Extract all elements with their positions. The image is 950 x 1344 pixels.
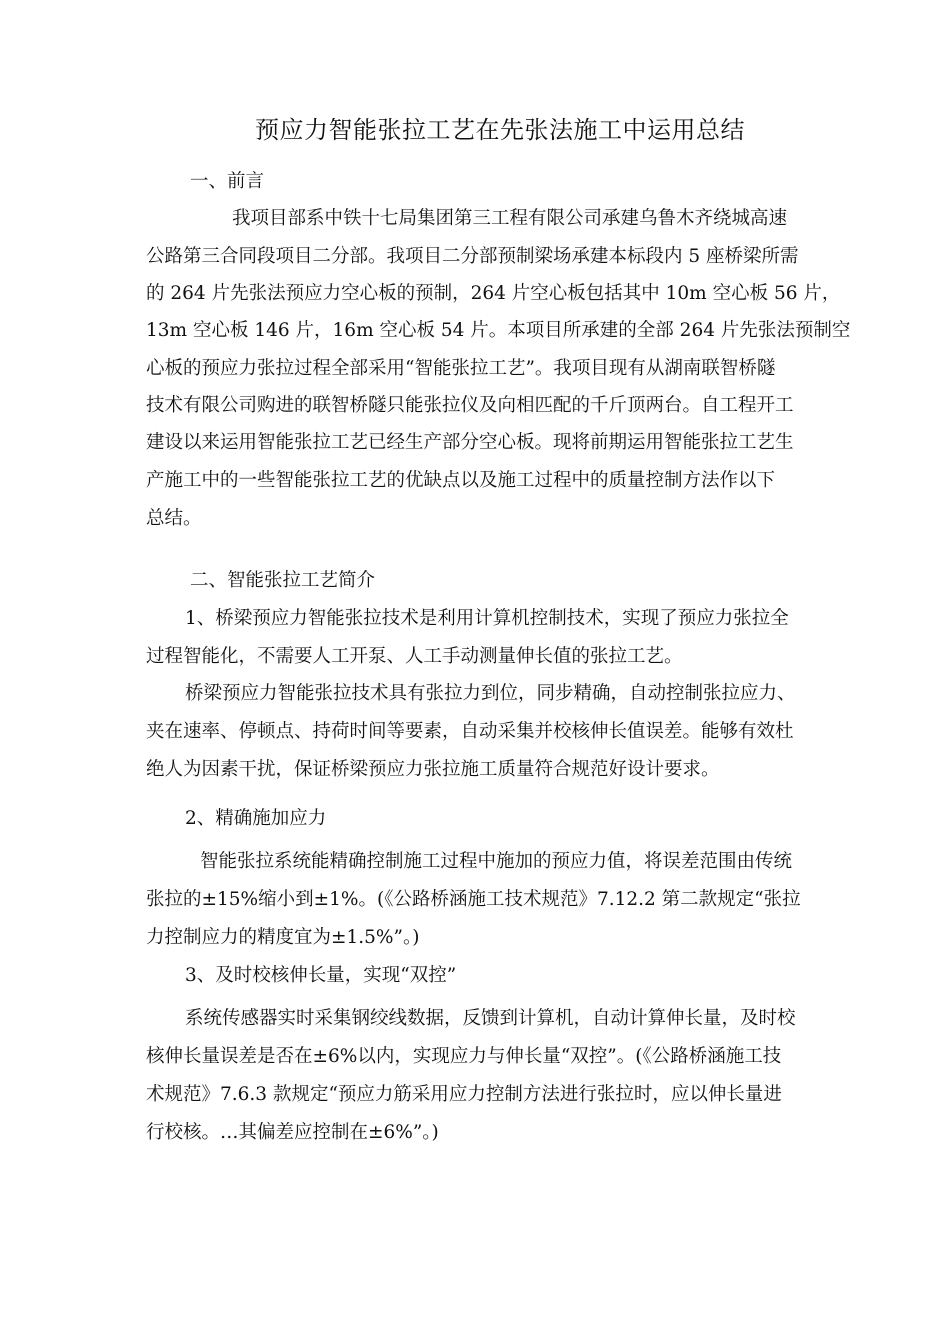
subsection-heading: 3、及时校核伸长量，实现“双控” — [185, 965, 457, 986]
paragraph-line: 绝人为因素干扰，保证桥梁预应力张拉施工质量符合规范好设计要求。 — [146, 759, 720, 780]
paragraph-line: 产施工中的一些智能张拉工艺的优缺点以及施工过程中的质量控制方法作以下 — [146, 470, 776, 491]
paragraph-line: 夹在速率、停顿点、持荷时间等要素，自动采集并校核伸长值误差。能够有效杜 — [146, 721, 794, 742]
paragraph-line: 建设以来运用智能张拉工艺已经生产部分空心板。现将前期运用智能张拉工艺生 — [146, 432, 794, 453]
paragraph-line: 桥梁预应力智能张拉技术具有张拉力到位，同步精确，自动控制张拉应力、 — [185, 683, 796, 704]
paragraph-line: 心板的预应力张拉过程全部采用“智能张拉工艺”。我项目现有从湖南联智桥隧 — [146, 358, 776, 379]
paragraph-line: 总结。 — [146, 508, 202, 529]
section-heading-preface: 一、前言 — [190, 171, 265, 192]
paragraph-line: 13m 空心板 146 片，16m 空心板 54 片。本项目所承建的全部 264 片先张法预制空 — [146, 320, 851, 341]
section-heading-intro: 二、智能张拉工艺简介 — [190, 570, 376, 591]
paragraph-line: 1、桥梁预应力智能张拉技术是利用计算机控制技术，实现了预应力张拉全 — [185, 608, 789, 629]
paragraph-line: 核伸长量误差是否在±6%以内，实现应力与伸长量“双控”。(《公路桥涵施工技 — [146, 1046, 782, 1067]
document-title: 预应力智能张拉工艺在先张法施工中运用总结 — [255, 116, 745, 144]
paragraph-line: 术规范》7.6.3 款规定“预应力筋采用应力控制方法进行张拉时，应以伸长量进 — [146, 1084, 782, 1105]
paragraph-line: 行校核。…其偏差应控制在±6%”。) — [146, 1122, 439, 1143]
paragraph-line: 智能张拉系统能精确控制施工过程中施加的预应力值，将误差范围由传统 — [200, 851, 793, 872]
paragraph-line: 技术有限公司购进的联智桥隧只能张拉仪及向相匹配的千斤顶两台。自工程开工 — [146, 395, 794, 416]
paragraph-line: 系统传感器实时采集钢绞线数据，反馈到计算机，自动计算伸长量，及时校 — [185, 1008, 796, 1029]
paragraph-line: 我项目部系中铁十七局集团第三工程有限公司承建乌鲁木齐绕城高速 — [232, 208, 788, 229]
paragraph-line: 公路第三合同段项目二分部。我项目二分部预制梁场承建本标段内 5 座桥梁所需 — [146, 246, 799, 267]
paragraph-line: 力控制应力的精度宜为±1.5%”。) — [146, 927, 420, 948]
paragraph-line: 过程智能化，不需要人工开泵、人工手动测量伸长值的张拉工艺。 — [146, 646, 683, 667]
paragraph-line: 的 264 片先张法预应力空心板的预制，264 片空心板包括其中 10m 空心板 56 片， — [146, 283, 841, 304]
paragraph-line: 张拉的±15%缩小到±1%。(《公路桥涵施工技术规范》7.12.2 第二款规定“张拉 — [146, 889, 801, 910]
subsection-heading: 2、精确施加应力 — [185, 808, 327, 829]
